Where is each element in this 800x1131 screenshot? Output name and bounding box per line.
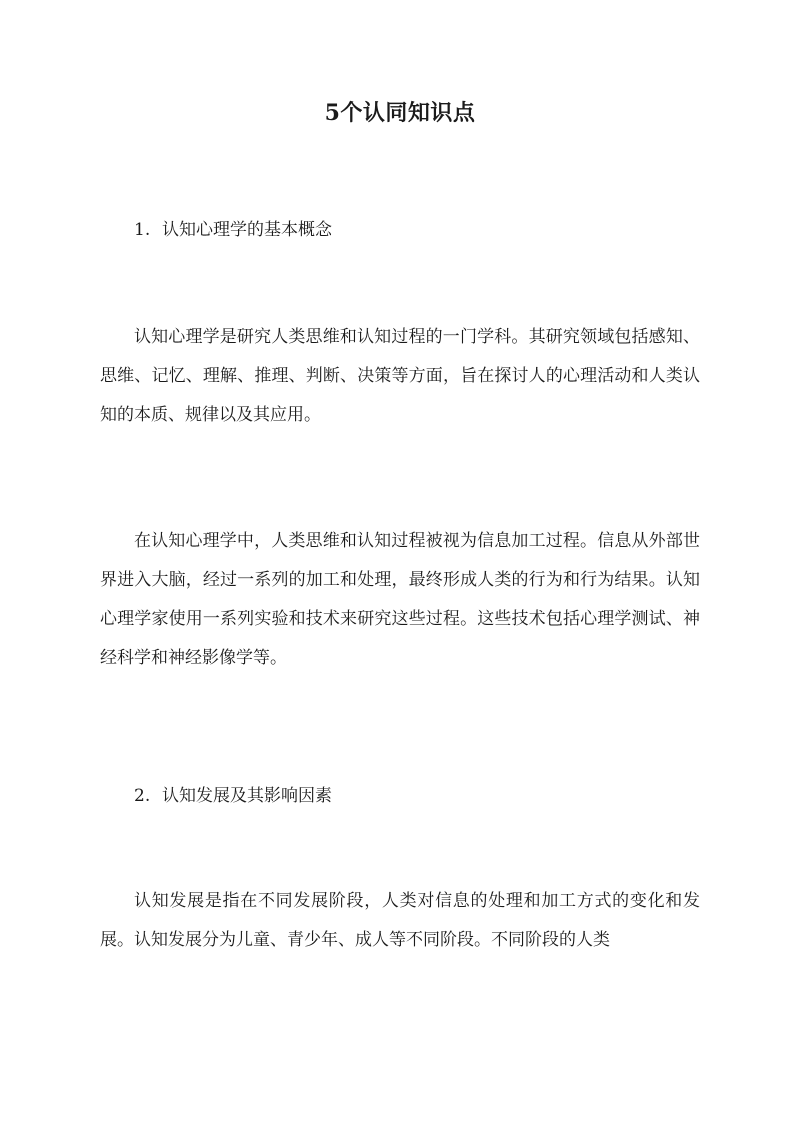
paragraph: 在认知心理学中，人类思维和认知过程被视为信息加工过程。信息从外部世界进入大脑，经过一系列的加工和处理，最终形成人类的行为和行为结果。认知心理学家使用一系列实验和技术来研究这些过程。这些技术包括心理学测试、神经科学和神经影像学等。: [100, 531, 700, 668]
section-heading-text: 认知心理学的基本概念: [162, 220, 332, 240]
section-number: 1.: [134, 220, 151, 240]
section-heading-text: 认知发展及其影响因素: [162, 786, 332, 806]
paragraph: 认知发展是指在不同发展阶段，人类对信息的处理和加工方式的变化和发展。认知发展分为儿童、青少年、成人等不同阶段。不同阶段的人类: [100, 891, 700, 950]
paragraph: 认知心理学是研究人类思维和认知过程的一门学科。其研究领域包括感知、思维、记忆、理解、推理、判断、决策等方面，旨在探讨人的心理活动和人类认知的本质、规律以及其应用。: [100, 327, 700, 425]
section-heading-1: [134, 215, 332, 245]
page-title: 5个认同知识点: [324, 100, 476, 126]
section-number: 2.: [134, 786, 151, 806]
section-heading-2: [134, 781, 332, 811]
